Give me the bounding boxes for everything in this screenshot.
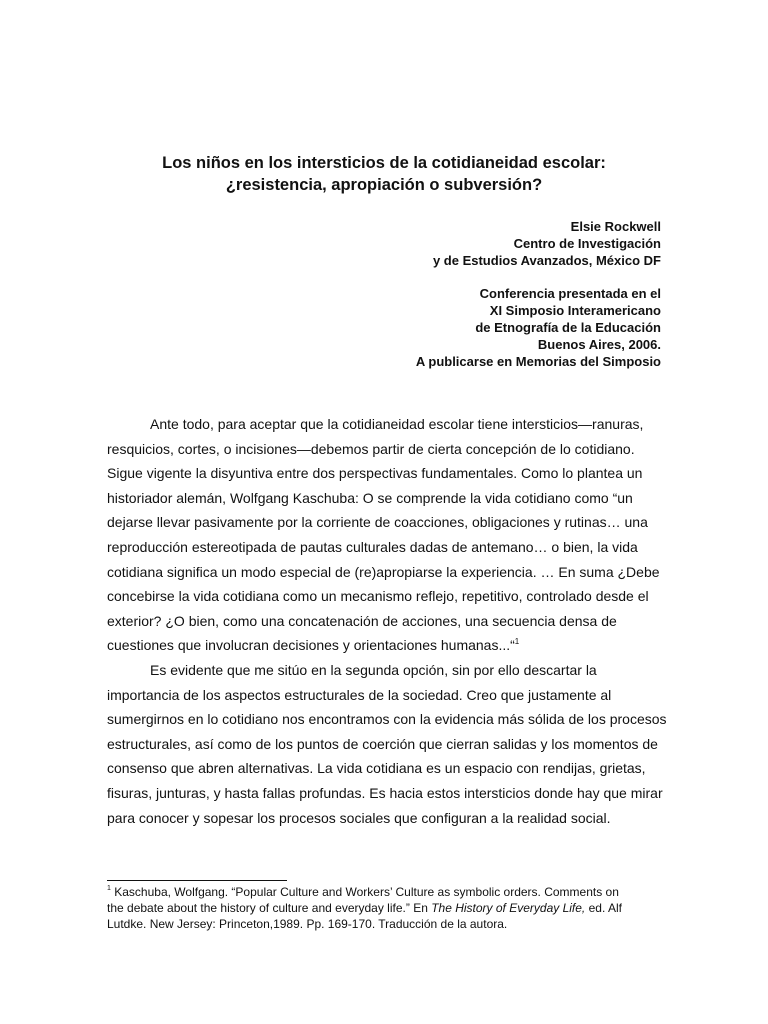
paragraph-2-line: sumergirnos en lo cotidiano nos encontramos con la evidencia más sólida de los procesos xyxy=(107,711,667,728)
paragraph-2-line: para conocer y sopesar los procesos sociales que configuran a la realidad social. xyxy=(107,809,611,826)
title-line-2: ¿resistencia, apropiación o subversión? xyxy=(225,176,543,194)
document-title xyxy=(100,152,668,196)
conference-line-1: Conferencia presentada en el xyxy=(479,286,661,301)
author-institution-line-2: y de Estudios Avanzados, México DF xyxy=(432,253,661,268)
paragraph-2 xyxy=(107,658,667,830)
title-line-1: Los niños en los intersticios de la cotidianeidad escolar: xyxy=(162,154,606,172)
conference-line-5: A publicarse en Memorias del Simposio xyxy=(415,354,661,369)
body-text xyxy=(107,412,667,830)
footnote-line-1 xyxy=(107,884,667,900)
paragraph-1-line: historiador alemán, Wolfgang Kaschuba: O se comprende la vida cotidiano como “un xyxy=(107,489,633,506)
footnote-text: the debate about the history of culture and everyday life.” En xyxy=(107,901,432,915)
footnote-text: ed. Alf xyxy=(585,901,622,915)
paragraph-2-line: fisuras, junturas, y hasta fallas profundas. Es hacia estos intersticios donde hay que mirar xyxy=(107,784,663,801)
footnote-book-title: The History of Everyday Life, xyxy=(431,901,586,915)
author-block xyxy=(433,218,661,269)
paragraph-2-line: estructurales, así como de los puntos de coerción que cierran salidas y los momentos de xyxy=(107,735,658,752)
paragraph-1-last-line xyxy=(107,633,667,658)
footnote xyxy=(107,884,667,932)
paragraph-1-line: dejarse llevar pasivamente por la corriente de coacciones, obligaciones y rutinas… una xyxy=(107,514,648,531)
footnote-reference[interactable]: 1 xyxy=(514,636,520,646)
footnote-line-2 xyxy=(107,900,667,916)
footnote-text: Kaschuba, Wolfgang. “Popular Culture and Workers’ Culture as symbolic orders. Comments on xyxy=(110,885,619,899)
paragraph-2-line: importancia de los aspectos estructurales de la sociedad. Creo que justamente al xyxy=(107,686,612,703)
paragraph-2-line: consenso que abren alternativas. La vida cotidiana es un espacio con rendijas, grietas, xyxy=(107,760,646,777)
footnote-separator xyxy=(107,880,287,881)
paragraph-1-line: resquicios, cortes, o incisiones—debemos partir de cierta concepción de lo cotidiano. xyxy=(107,440,635,457)
footnote-marker: 1 xyxy=(107,885,111,892)
conference-note xyxy=(416,285,661,370)
paragraph-2-line: Es evidente que me sitúo en la segunda opción, sin por ello descartar la xyxy=(150,661,597,678)
paragraph-1-line: cuestiones que involucran decisiones y orientaciones humanas...“ xyxy=(107,637,515,654)
author-name: Elsie Rockwell xyxy=(570,219,661,234)
paragraph-1-line: cotidiana significa un modo especial de (re)apropiarse la experiencia. … En suma ¿Debe xyxy=(107,563,660,580)
conference-line-3: de Etnografía de la Educación xyxy=(475,320,661,335)
paragraph-1-line: concebirse la vida cotidiana como un mecanismo reflejo, repetitivo, controlado desde el xyxy=(107,588,649,605)
paragraph-1-line: Ante todo, para aceptar que la cotidianeidad escolar tiene intersticios—ranuras, xyxy=(150,416,644,432)
conference-line-4: Buenos Aires, 2006. xyxy=(537,337,661,352)
paragraph-1-line: exterior? ¿O bien, como una concatenación de acciones, una secuencia densa de xyxy=(107,612,617,629)
paragraph-1 xyxy=(107,412,667,658)
conference-line-2: XI Simposio Interamericano xyxy=(489,303,661,318)
author-institution-line-1: Centro de Investigación xyxy=(513,236,661,251)
paragraph-1-line: reproducción estereotipada de pautas culturales dadas de antemano… o bien, la vida xyxy=(107,538,638,555)
footnote-line-3: Lutdke. New Jersey: Princeton,1989. Pp. 169-170. Traducción de la autora. xyxy=(107,917,508,931)
paragraph-1-line: Sigue vigente la disyuntiva entre dos perspectivas fundamentales. Como lo plantea un xyxy=(107,465,643,482)
